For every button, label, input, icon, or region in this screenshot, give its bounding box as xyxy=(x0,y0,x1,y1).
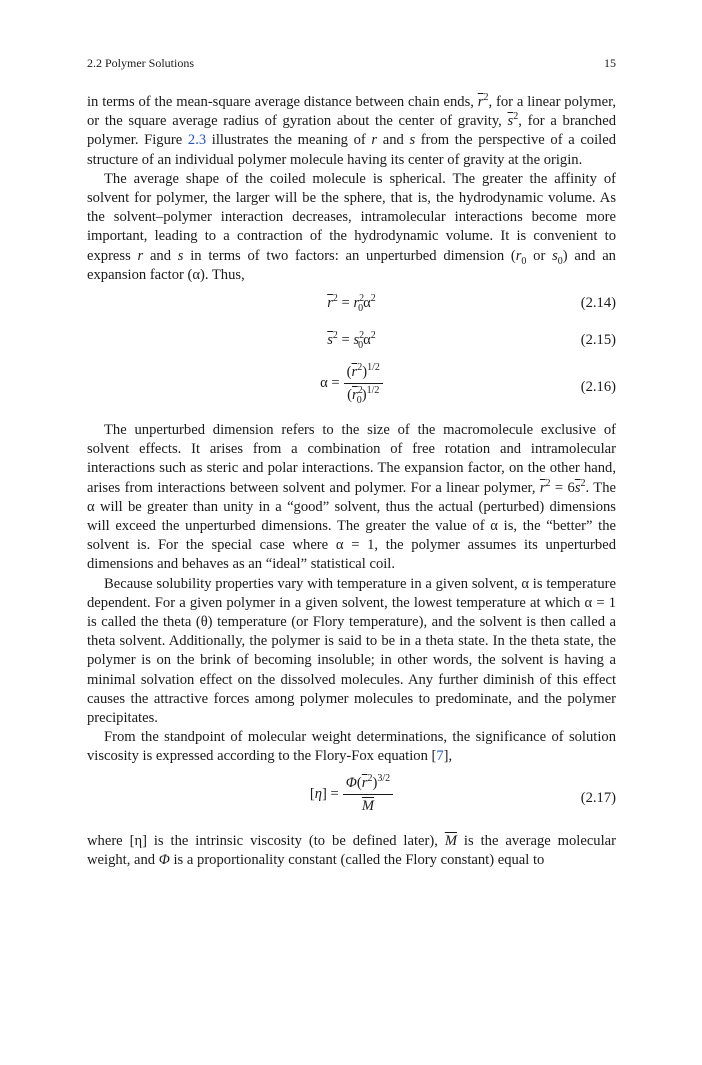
equation-number: (2.16) xyxy=(580,379,616,396)
equation-2-14: $\overline{r}^2 = r^2_0\alpha^2$ (2.14) xyxy=(327,293,616,314)
equation-2-16: α = $\frac{(\overline{r}^2)^{1/2}}{(\overline{r}^2_0)^{1/2}}$ (2.16) xyxy=(320,362,616,406)
running-head-section: 2.2 Polymer Solutions xyxy=(87,56,195,70)
page-number: 15 xyxy=(604,56,616,70)
paragraph-1: in terms of the mean-square average distance between chain ends, $\overline{r}^2$, for a linear polymer, or the square average radius of gyration about the center of gravity, $\overline{s}^2$, for a branched polymer. Figure 2.3 illustrates the meaning of r and s from the perspective of a coiled structure of an individual polymer molecule having its center of gravity at the origin. xyxy=(87,92,616,168)
equation-2-17: [ η ] = $\frac{\Phi(\overline{r}^2)^{3/2}}{M}$ (2.17) xyxy=(309,772,616,814)
equation-number: (2.14) xyxy=(580,295,616,312)
paragraph-3: The unperturbed dimension refers to the size of the macromolecule exclusive of solvent effects. It arises from a combination of free rotation and intramolecular interactions such as steric and polar interactions. The expansion factor, on the other hand, arises from interactions between solvent and polymer. For a linear polymer, $\overline{r}^2 = 6\overline{s}^2$. The α will be greater than unity in a “good” solvent, thus the actual (perturbed) dimensions will exceed the unperturbed dimensions. The greater the value of α is, the “better” the solvent is. For the special case where α = 1, the polymer assumes its unperturbed dimensions and behaves as an “ideal” statistical coil. xyxy=(87,422,616,573)
equation-number: (2.17) xyxy=(580,789,616,806)
paragraph-6: where [η] is the intrinsic viscosity (to be defined later), $\overline{M}$ is the average molecular weight, and Φ is a proportionality constant (called the Flory constant) equal to xyxy=(87,832,616,868)
equation-2-15: $\overline{s}^2 = s^2_0\alpha^2$ (2.15) xyxy=(327,330,616,351)
figure-link[interactable]: 2.3 xyxy=(187,132,207,149)
paragraph-2: The average shape of the coiled molecule is spherical. The greater the affinity of solvent for polymer, the larger will be the sphere, that is, the hydrodynamic volume. As the solvent–polymer interaction decreases, intramolecular interactions become more important, leading to a contraction of the hydrodynamic volume. It is convenient to express r and s in terms of two factors: an unperturbed dimension ($r_0$ or $s_0$) and an expansion factor (α). Thus, xyxy=(87,170,616,283)
citation-link[interactable]: 7 xyxy=(436,748,444,765)
equation-number: (2.15) xyxy=(580,332,616,349)
body-text xyxy=(87,93,616,870)
paragraph-4: Because solubility properties vary with temperature in a given solvent, α is temperature dependent. For a given polymer in a given solvent, the lowest temperature at which α = 1 is called the theta (θ) temperature (or Flory temperature), and the solvent is then called a theta solvent. Additionally, the polymer is said to be in a theta state. In the theta state, the polymer is on the brink of becoming insoluble; in other words, the solvent is having a minimal solvation effect on the dissolved molecules. Any further diminish of this effect causes the attractive forces among polymer molecules to predominate, and the polymer precipitates. xyxy=(87,575,616,727)
paragraph-5: From the standpoint of molecular weight determinations, the significance of solution viscosity is expressed according to the Flory-Fox equation [7], xyxy=(87,729,616,765)
